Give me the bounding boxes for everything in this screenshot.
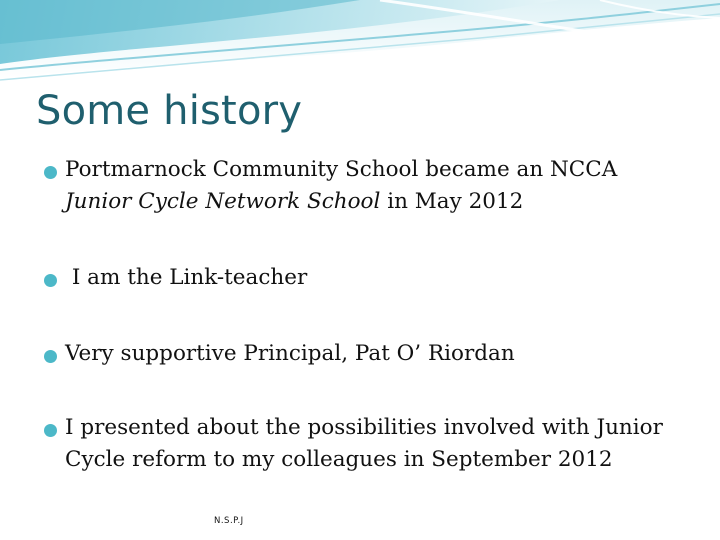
bullet-text: I am the Link-teacher <box>65 265 308 290</box>
bullet-text-part: in May 2012 <box>380 189 524 214</box>
bullet-text-italic: Junior Cycle Network School <box>65 189 381 214</box>
bullet-dot-icon <box>44 350 57 363</box>
bullet-item <box>44 154 684 218</box>
bullet-text <box>65 154 684 218</box>
decorative-wave-banner <box>0 0 720 90</box>
bullet-text-part: Portmarnock Community School became an NCCA <box>65 157 618 182</box>
slide-footer: N.S.P.J <box>214 516 244 526</box>
bullet-item <box>44 262 684 294</box>
bullet-item <box>44 338 684 370</box>
bullet-item <box>44 412 684 476</box>
bullet-dot-icon <box>44 424 57 437</box>
bullet-text: Very supportive Principal, Pat O’ Riordan <box>65 341 515 366</box>
bullet-dot-icon <box>44 166 57 179</box>
slide-title: Some history <box>36 88 303 134</box>
bullet-dot-icon <box>44 274 57 287</box>
bullet-text: I presented about the possibilities involved with Junior Cycle reform to my colleagues in September 2012 <box>65 415 663 472</box>
